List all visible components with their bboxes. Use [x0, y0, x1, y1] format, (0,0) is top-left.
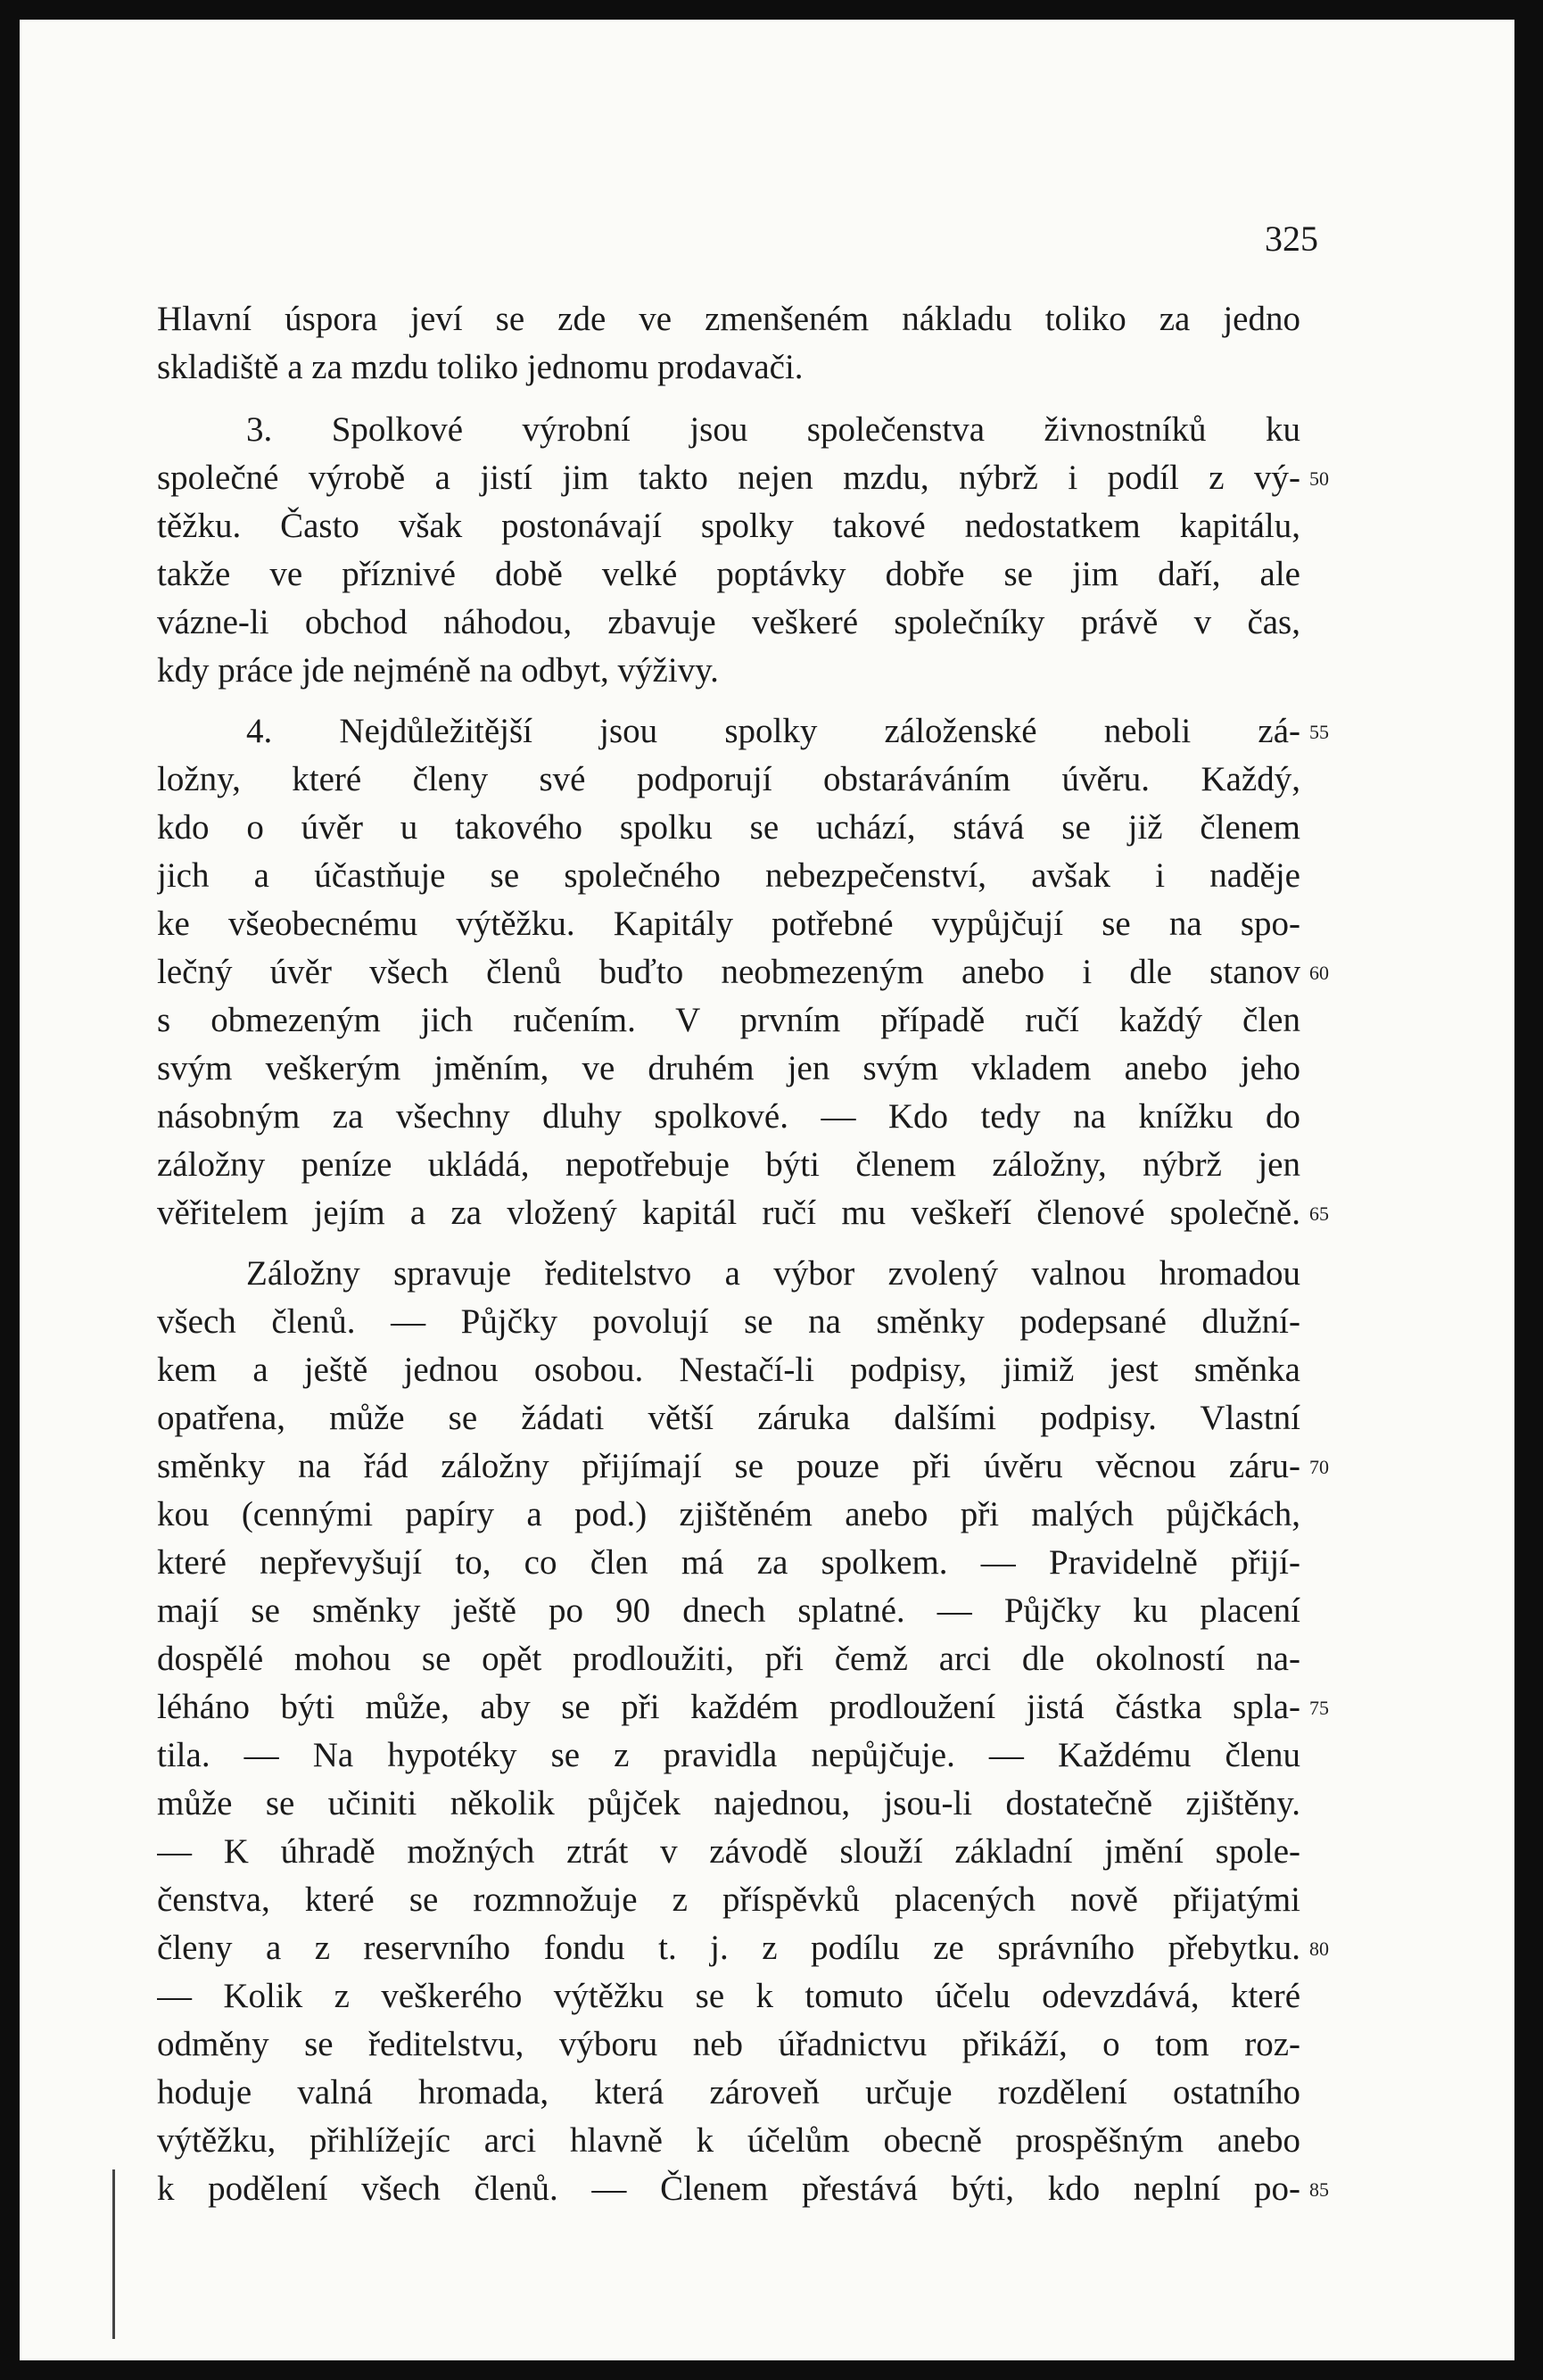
text-line: kdy práce jde nejméně na odbyt, výživy. [157, 651, 719, 690]
book-page [20, 20, 1514, 2360]
text-line: dospělé mohou se opět prodloužiti, při čemž arci dle okolností na- [157, 1640, 1300, 1678]
text-line: členy a z reservního fondu t. j. z podílu ze správního přebytku. [157, 1929, 1300, 1967]
line-number-margin: 60 [1309, 962, 1329, 984]
text-line: takže ve příznivé době velké poptávky dobře se jim daří, ale [157, 555, 1300, 593]
text-line: kem a ještě jednou osobou. Nestačí-li podpisy, jimiž jest směnka [157, 1351, 1300, 1389]
line-number-margin: 80 [1309, 1938, 1329, 1960]
text-line: 4. Nejdůležitější jsou spolky záloženské neboli zá- [246, 712, 1300, 750]
text-line: svým veškerým jměním, ve druhém jen svým vkladem anebo jeho [157, 1049, 1300, 1087]
text-line: — K úhradě možných ztrát v závodě slouží základní jmění spole- [157, 1832, 1300, 1871]
text-line: odměny se ředitelstvu, výboru neb úřadnictvu přikáží, o tom roz- [157, 2025, 1300, 2063]
text-line: Hlavní úspora jeví se zde ve zmenšeném nákladu toliko za jedno [157, 300, 1300, 338]
line-number-margin: 50 [1309, 467, 1329, 490]
page-number: 325 [1265, 219, 1318, 259]
text-line: společné výrobě a jistí jim takto nejen mzdu, nýbrž i podíl z vý- [157, 459, 1300, 497]
text-line: těžku. Často však postonávají spolky takové nedostatkem kapitálu, [157, 507, 1300, 545]
text-line: věřitelem jejím a za vložený kapitál ručí mu veškeří členové společně. [157, 1194, 1300, 1232]
text-line: opatřena, může se žádati větší záruka dalšími podpisy. Vlastní [157, 1399, 1300, 1437]
text-line: násobným za všechny dluhy spolkové. — Kdo tedy na knížku do [157, 1097, 1300, 1136]
text-line: všech členů. — Půjčky povolují se na směnky podepsané dlužní- [157, 1302, 1300, 1341]
text-line: záložny peníze ukládá, nepotřebuje býti členem záložny, nýbrž jen [157, 1145, 1300, 1184]
line-number-margin: 70 [1309, 1456, 1329, 1478]
text-line: čenstva, které se rozmnožuje z příspěvků placených nově přijatými [157, 1880, 1300, 1919]
text-line: které nepřevyšují to, co člen má za spolkem. — Pravidelně přijí- [157, 1543, 1300, 1582]
text-line: kou (cennými papíry a pod.) zjištěném anebo při malých půjčkách, [157, 1495, 1300, 1533]
text-line: léháno býti může, aby se při každém prodloužení jistá částka spla- [157, 1688, 1300, 1726]
text-line: jich a účastňuje se společného nebezpečenství, avšak i naděje [157, 856, 1300, 895]
text-line: mají se směnky ještě po 90 dnech splatné. — Půjčky ku placení [157, 1591, 1300, 1630]
text-line: výtěžku, přihlížejíc arci hlavně k účelům obecně prospěšným anebo [157, 2121, 1300, 2160]
text-line: hoduje valná hromada, která zároveň určuje rozdělení ostatního [157, 2073, 1300, 2111]
text-line: k podělení všech členů. — Členem přestává býti, kdo neplní po- [157, 2169, 1300, 2208]
text-line: tila. — Na hypotéky se z pravidla nepůjčuje. — Každému členu [157, 1736, 1300, 1774]
text-line: Záložny spravuje ředitelstvo a výbor zvolený valnou hromadou [246, 1254, 1300, 1293]
text-line: kdo o úvěr u takového spolku se uchází, stává se již členem [157, 808, 1300, 847]
line-number-margin: 55 [1309, 721, 1329, 743]
text-line: skladiště a za mzdu toliko jednomu prodavači. [157, 348, 804, 386]
text-line: ke všeobecnému výtěžku. Kapitály potřebné vypůjčují se na spo- [157, 905, 1300, 943]
line-number-margin: 75 [1309, 1697, 1329, 1719]
text-line: — Kolik z veškerého výtěžku se k tomuto účelu odevzdává, které [157, 1977, 1300, 2015]
line-number-margin: 85 [1309, 2178, 1329, 2201]
text-line: vázne-li obchod náhodou, zbavuje veškeré společníky právě v čas, [157, 603, 1300, 641]
text-line: ložny, které členy své podporují obstaráváním úvěru. Každý, [157, 760, 1300, 798]
line-number-margin: 65 [1309, 1202, 1329, 1225]
text-line: lečný úvěr všech členů buďto neobmezeným anebo i dle stanov [157, 953, 1300, 991]
text-line: může se učiniti několik půjček najednou, jsou-li dostatečně zjištěny. [157, 1784, 1300, 1822]
text-line: směnky na řád záložny přijímají se pouze při úvěru věcnou záru- [157, 1447, 1300, 1485]
text-line: 3. Spolkové výrobní jsou společenstva živnostníků ku [246, 410, 1300, 449]
text-line: s obmezeným jich ručením. V prvním případě ručí každý člen [157, 1001, 1300, 1039]
page-edge-mark [112, 2169, 115, 2339]
